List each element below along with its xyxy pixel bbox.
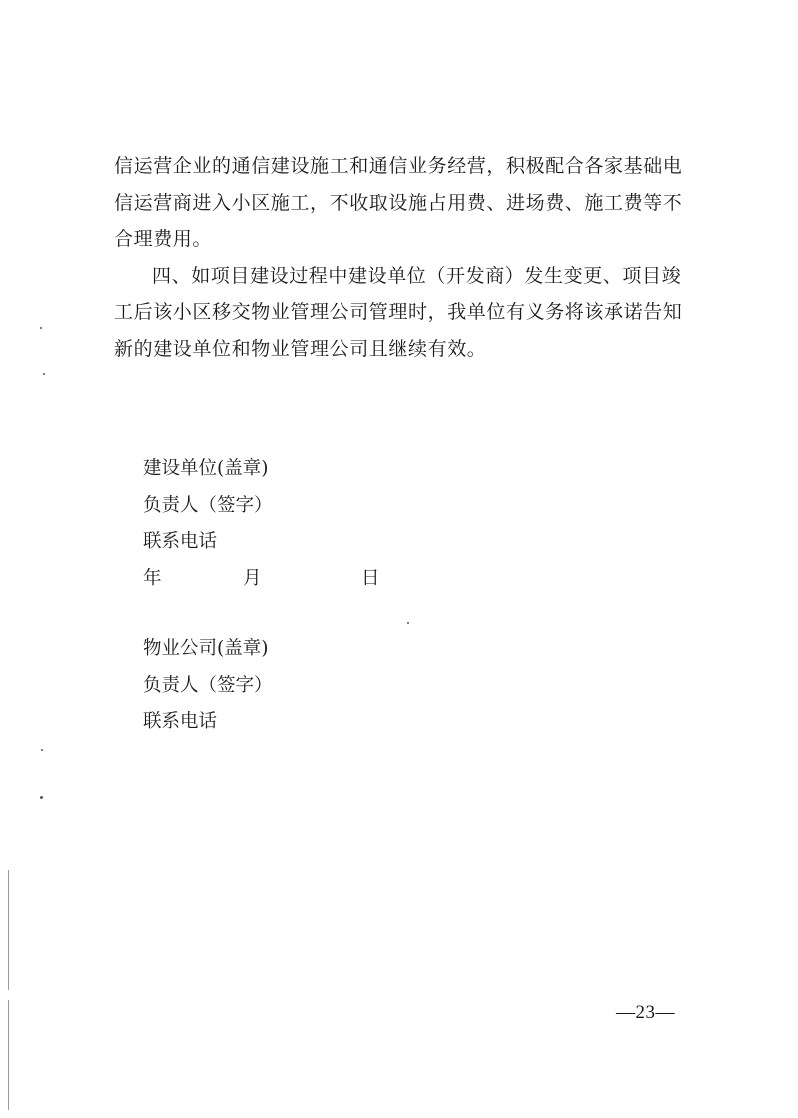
- scan-speck: [40, 327, 42, 329]
- page-number: —23—: [616, 1002, 675, 1023]
- property-person-label: 负责人（签字）: [143, 674, 273, 696]
- scan-speck: [41, 749, 43, 751]
- property-phone-label: 联系电话: [143, 711, 218, 732]
- date-year-label: 年: [143, 567, 162, 589]
- property-unit-label: 物业公司(盖章): [143, 638, 269, 659]
- scan-edge-line: [8, 870, 9, 990]
- paragraph-item-four: 四、如项目建设过程中建设单位（开发商）发生变更、项目竣工后该小区移交物业管理公司管理时，我单位有义务将该承诺告知新的建设单位和物业管理公司且继续有效。: [114, 264, 683, 360]
- scan-edge-line: [8, 1000, 9, 1110]
- property-signature-block: [143, 631, 273, 741]
- scan-speck: [43, 373, 45, 375]
- body-text: [114, 148, 694, 367]
- developer-signature-block: [143, 451, 380, 597]
- developer-unit-label: 建设单位(盖章): [143, 458, 269, 479]
- scan-speck: [407, 622, 409, 624]
- developer-person-label: 负责人（签字）: [143, 494, 273, 516]
- developer-phone-label: 联系电话: [143, 531, 218, 552]
- paragraph-continuation: 信运营企业的通信建设施工和通信业务经营，积极配合各家基础电信运营商进入小区施工，不收取设施占用费、进场费、施工费等不合理费用。: [114, 155, 683, 250]
- scan-speck: [40, 796, 43, 799]
- date-day-label: 日: [361, 567, 380, 589]
- date-month-label: 月: [243, 567, 262, 589]
- date-row: [143, 561, 380, 598]
